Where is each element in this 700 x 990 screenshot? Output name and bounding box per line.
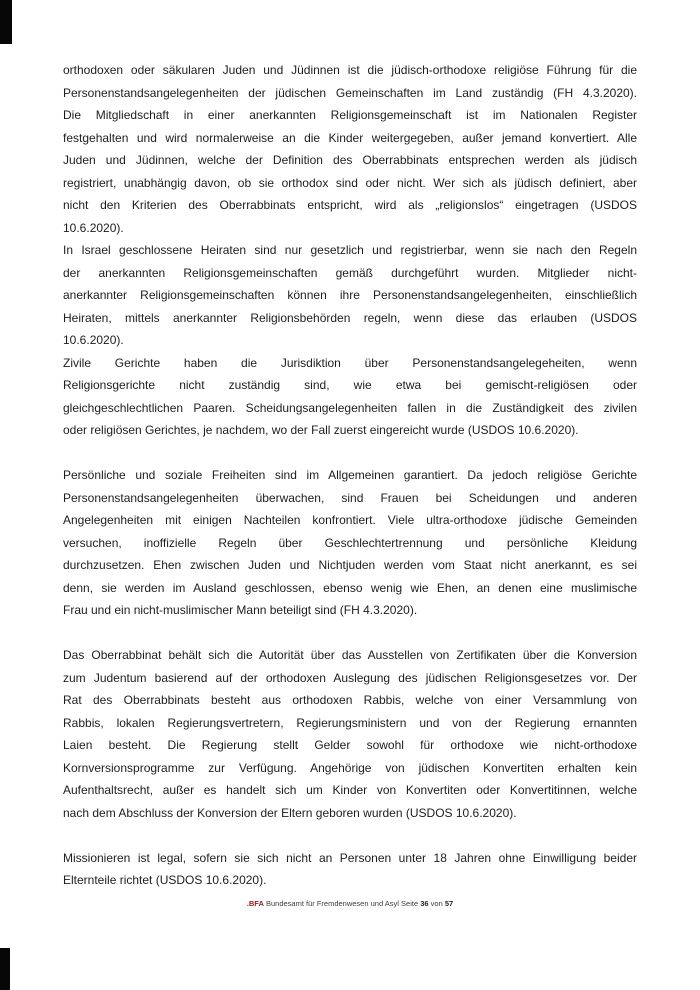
- text-line: oder religiösen Gerichtes, je nachdem, wo der Fall zuerst eingereicht wurde (USDOS 10.6.2020).: [63, 423, 579, 437]
- paragraph: [63, 352, 637, 442]
- text-line: In Israel geschlossene Heiraten sind nur gesetzlich und registrierbar, wenn sie nach den Regeln: [63, 243, 637, 257]
- text-line: denn, sie werden im Ausland geschlossen, ebenso wenig wie Ehen, an denen eine muslimische: [63, 580, 637, 595]
- text-line: Zivile Gerichte haben die Jurisdiktion über Personenstandsangelegeheiten, wenn: [63, 355, 637, 370]
- text-line: Rabbis, lokalen Regierungsvertretern, Regierungsministern und von der Regierung ernannten: [63, 715, 637, 730]
- text-line: Aufenthaltsrecht, außer es handelt sich um Kinder von Konvertiten oder Konvertitinnen, welche: [63, 783, 637, 797]
- text-line: orthodoxen oder säkularen Juden und Jüdinnen ist die jüdisch-orthodoxe religiöse Führung für die: [63, 63, 637, 77]
- footer-org-text: Bundesamt für Fremdenwesen und Asyl Seite: [263, 899, 421, 908]
- footer-page-current: 36: [420, 899, 429, 908]
- text-line: Missionieren ist legal, sofern sie sich nicht an Personen unter 18 Jahren ohne Einwilligung beider: [63, 850, 637, 865]
- text-line: Heiraten, mittels anerkannter Religionsbehörden regeln, wenn diese das erlauben (USDOS: [63, 310, 637, 325]
- text-line: nach dem Abschluss der Konversion der Eltern geboren wurden (USDOS 10.6.2020).: [63, 805, 517, 820]
- paragraph: [63, 464, 637, 622]
- text-line: Frau und ein nicht-muslimischer Mann beteiligt sind (FH 4.3.2020).: [63, 603, 418, 617]
- footer-page-total: 57: [444, 899, 454, 908]
- paragraph: [63, 239, 637, 352]
- text-line: Religionsgerichte nicht zuständig sind, wie etwa bei gemischt-religiösen oder: [63, 378, 637, 392]
- text-line: Personenstandsangelegenheiten überwachen, sind Frauen bei Scheidungen und anderen: [63, 490, 637, 505]
- text-line: registriert, unabhängig davon, ob sie orthodox sind oder nicht. Wer sich als jüdisch definiert, aber: [63, 175, 637, 190]
- text-line: Die Mitgliedschaft in einer anerkannten Religionsgemeinschaft ist im Nationalen Register: [63, 108, 637, 122]
- text-line: Juden und Jüdinnen, welche der Definition des Oberrabbinats entsprechen werden als jüdisch: [63, 153, 637, 167]
- scan-edge-artifact-bottom: [0, 948, 10, 990]
- text-block: [63, 59, 637, 892]
- paragraph: [63, 847, 637, 892]
- page-footer: [0, 898, 700, 910]
- paragraph: [63, 644, 637, 824]
- footer-separator: von: [428, 899, 445, 908]
- text-line: Personenstandsangelegenheiten der jüdischen Gemeinschaften im Land zuständig (FH 4.3.2020).: [63, 85, 637, 100]
- text-line: anerkannter Religionsgemeinschaften können ihre Personenstandsangelegenheiten, einschließlich: [63, 288, 637, 302]
- text-line: gleichgeschlechtlichen Paaren. Scheidungsangelegenheiten fallen in die Zuständigkeit des zivilen: [63, 400, 637, 415]
- text-line: Kornversionsprogramme zur Verfügung. Angehörige von jüdischen Konvertiten erhalten kein: [63, 760, 637, 775]
- text-line: Persönliche und soziale Freiheiten sind im Allgemeinen garantiert. Da jedoch religiöse Gerichte: [63, 468, 637, 482]
- text-line: Laien besteht. Die Regierung stellt Gelder sowohl für orthodoxe wie nicht-orthodoxe: [63, 738, 637, 752]
- text-line: 10.6.2020).: [63, 220, 124, 235]
- text-line: Rat des Oberrabbinats besteht aus orthodoxen Rabbis, welche von einer Versammlung von: [63, 693, 637, 707]
- text-line: versuchen, inoffizielle Regeln über Geschlechtertrennung und persönliche Kleidung: [63, 535, 637, 550]
- text-line: Angelegenheiten mit einigen Nachteilen konfrontiert. Viele ultra-orthodoxe jüdische Gemeinden: [63, 513, 637, 527]
- text-line: der anerkannten Religionsgemeinschaften gemäß durchgeführt wurden. Mitglieder nicht-: [63, 265, 637, 280]
- text-line: durchzusetzen. Ehen zwischen Juden und Nichtjuden werden vom Staat nicht anerkannt, es sei: [63, 558, 637, 572]
- text-line: zum Judentum basierend auf der orthodoxen Auslegung des jüdischen Religionsgesetzes vor. Der: [63, 670, 637, 685]
- text-line: 10.6.2020).: [63, 333, 124, 347]
- bfa-logo-dot: .: [246, 899, 249, 908]
- bfa-logo: BFA: [248, 899, 264, 908]
- text-line: nicht den Kriterien des Oberrabbinats entspricht, wird als „religionslos“ eingetragen (USDOS: [63, 198, 637, 212]
- scan-edge-artifact-top: [0, 0, 12, 44]
- text-line: Elternteile richtet (USDOS 10.6.2020).: [63, 873, 267, 887]
- paragraph: [63, 59, 637, 239]
- text-line: Das Oberrabbinat behält sich die Autorität über das Ausstellen von Zertifikaten über die Konversion: [63, 648, 637, 662]
- text-line: festgehalten und wird normalerweise an die Kinder weitergegeben, außer jemand konvertiert. Alle: [63, 130, 637, 145]
